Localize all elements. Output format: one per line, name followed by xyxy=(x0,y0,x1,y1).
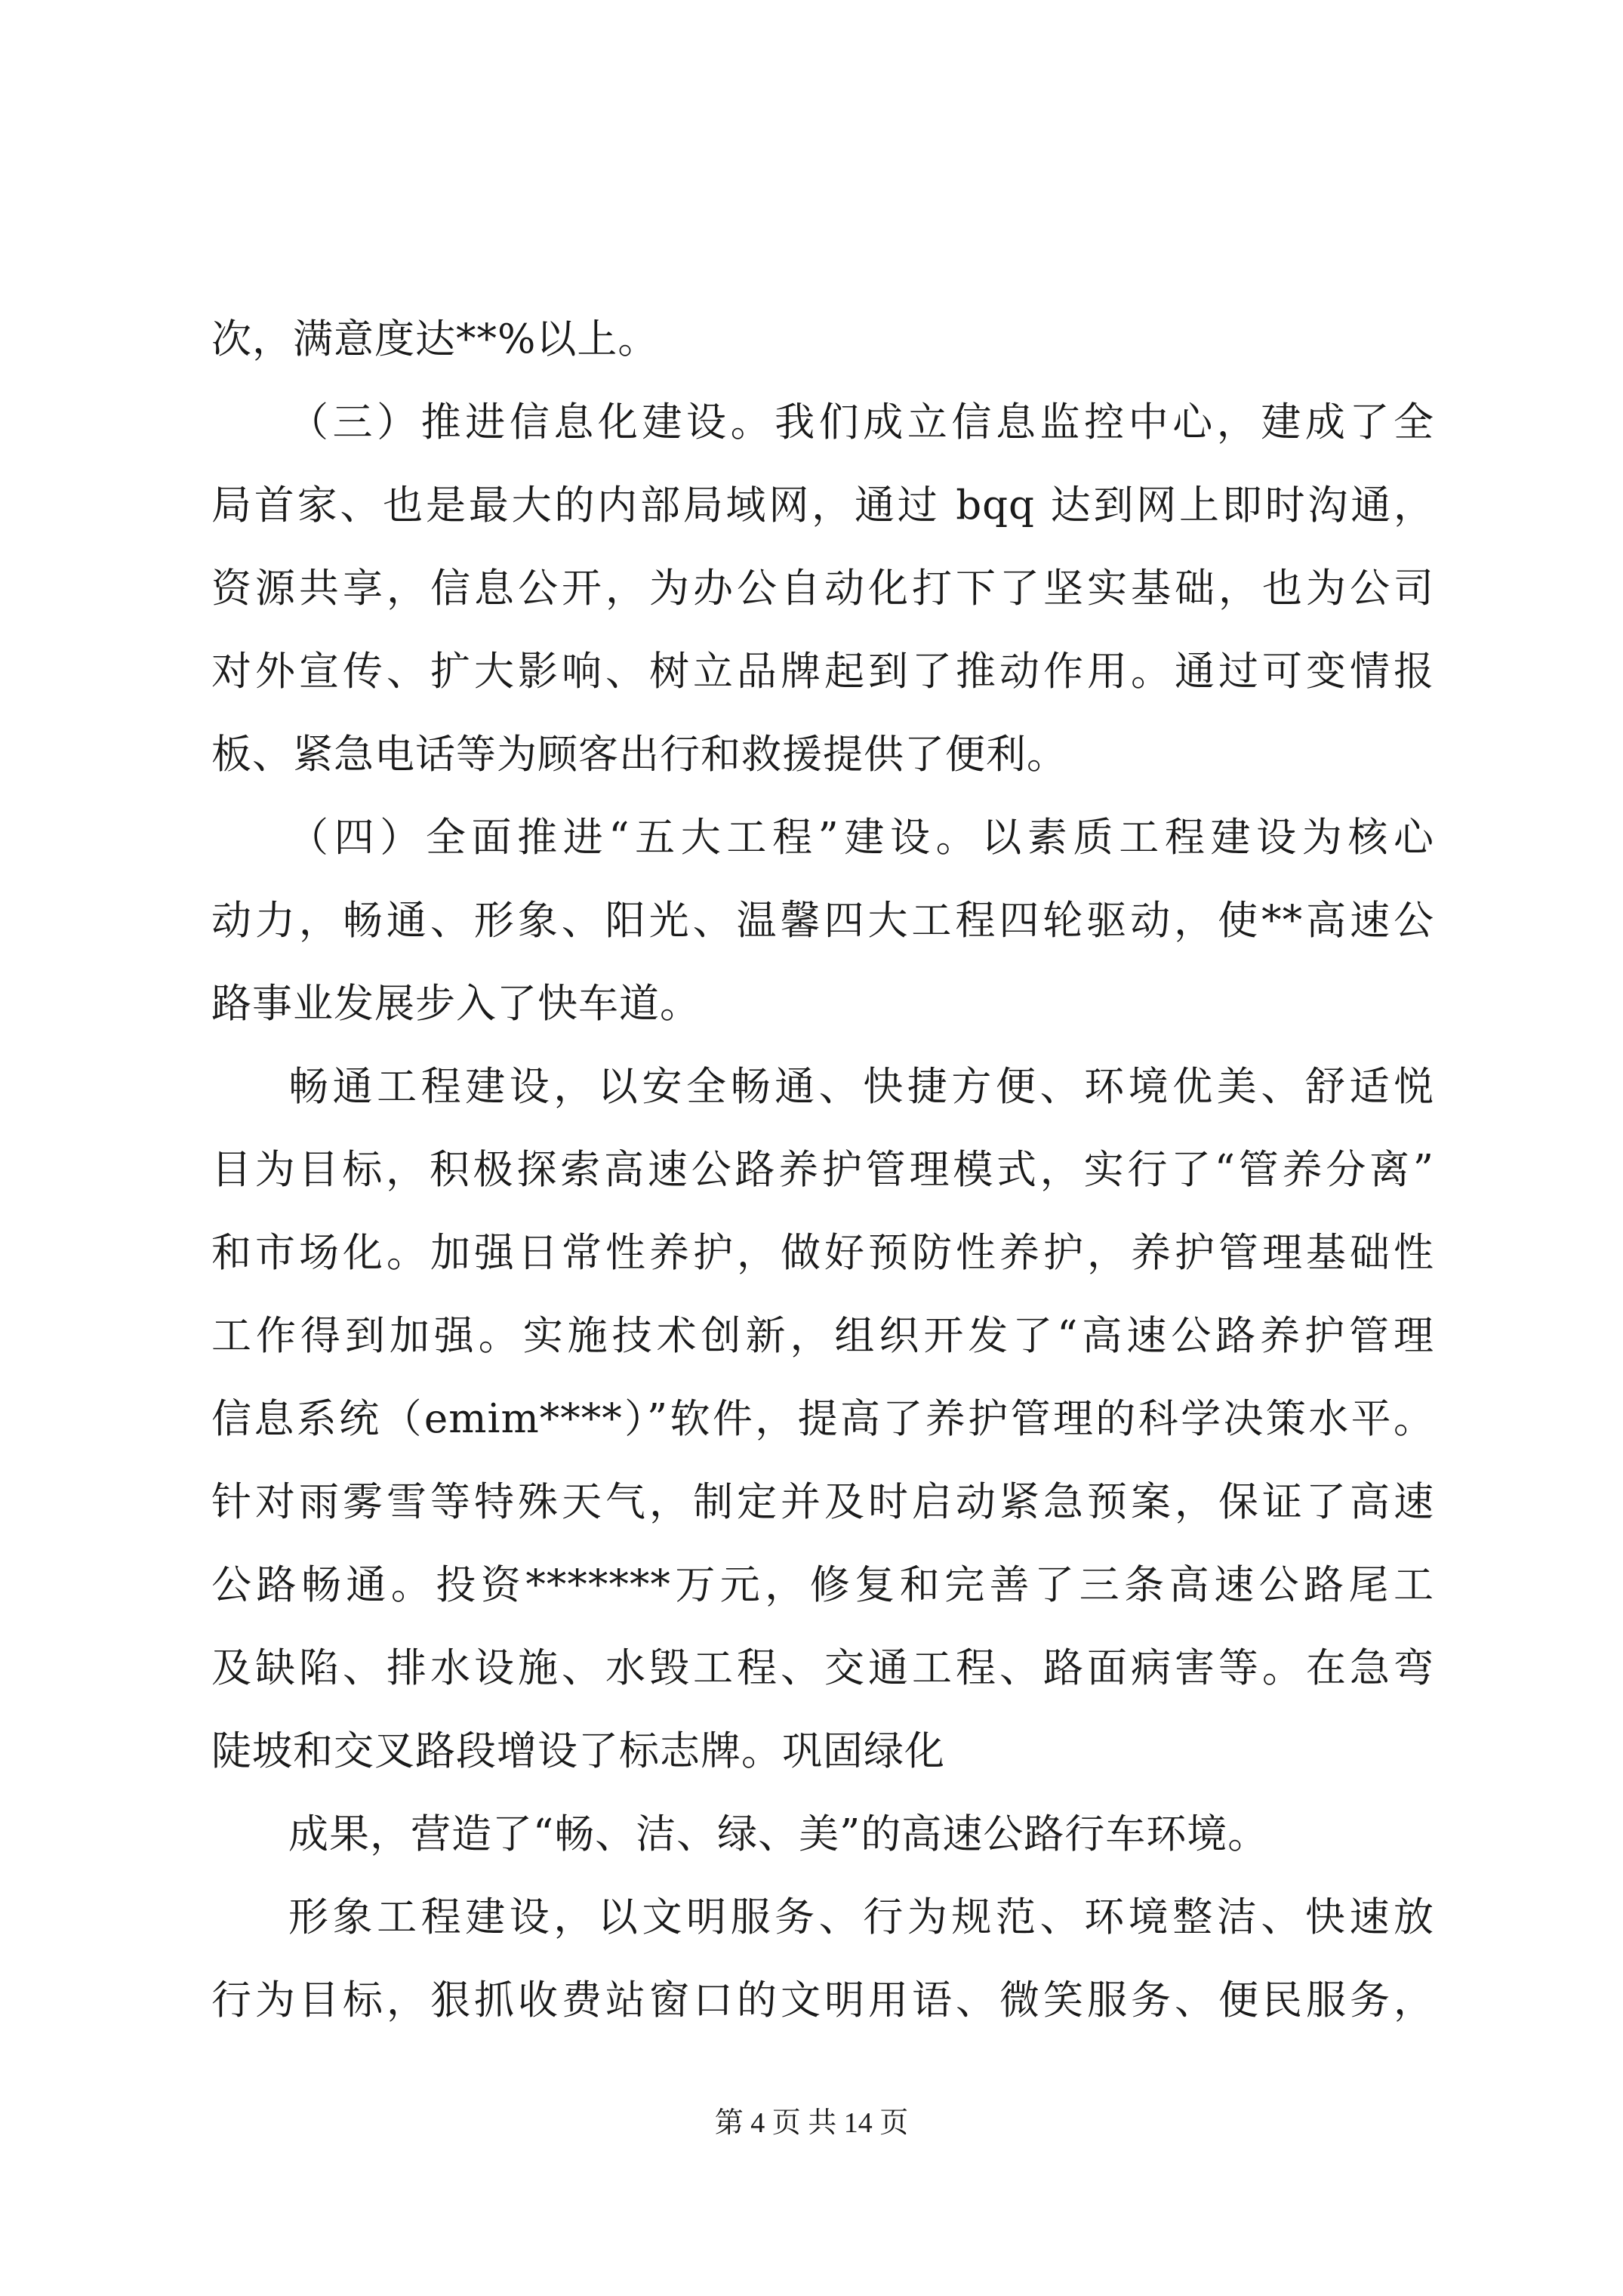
text-line: 对外宣传、扩大影响、树立品牌起到了推动作用。通过可变情报 xyxy=(211,649,1434,695)
text-line: 路事业发展步入了快车道。 xyxy=(211,981,701,1027)
text-line: 畅通工程建设，以安全畅通、快捷方便、环境优美、舒适悦 xyxy=(288,1064,1434,1110)
text-line: 陡坡和交叉路段增设了标志牌。巩固绿化 xyxy=(211,1728,945,1774)
text-line: 工作得到加强。实施技术创新，组织开发了“高速公路养护管理 xyxy=(211,1313,1434,1359)
text-line: 形象工程建设，以文明服务、行为规范、环境整洁、快速放 xyxy=(288,1894,1434,1940)
text-line: 信息系统（emim****）”软件，提高了养护管理的科学决策水平。 xyxy=(211,1396,1434,1442)
text-line: 动力，畅通、形象、阳光、温馨四大工程四轮驱动，使**高速公 xyxy=(211,898,1434,944)
body-text xyxy=(211,298,1434,2042)
text-line: 及缺陷、排水设施、水毁工程、交通工程、路面病害等。在急弯 xyxy=(211,1645,1434,1691)
text-line: 局首家、也是最大的内部局域网，通过 bqq 达到网上即时沟通， xyxy=(211,482,1434,529)
text-line: （四）全面推进“五大工程”建设。以素质工程建设为核心 xyxy=(288,815,1434,861)
text-line: 针对雨雾雪等特殊天气，制定并及时启动紧急预案，保证了高速 xyxy=(211,1479,1434,1525)
text-line: 目为目标，积极探索高速公路养护管理模式，实行了“管养分离” xyxy=(211,1147,1434,1193)
text-line: （三）推进信息化建设。我们成立信息监控中心，建成了全 xyxy=(288,399,1434,445)
text-line: 资源共享，信息公开，为办公自动化打下了坚实基础，也为公司 xyxy=(211,566,1434,612)
text-line: 公路畅通。投资*******万元，修复和完善了三条高速公路尾工 xyxy=(211,1562,1434,1608)
text-line: 成果，营造了“畅、洁、绿、美”的高速公路行车环境。 xyxy=(288,1811,1269,1857)
text-line: 次，满意度达**%以上。 xyxy=(211,316,659,362)
page-footer: 第 4 页 共 14 页 xyxy=(714,2107,909,2139)
text-line: 板、紧急电话等为顾客出行和救援提供了便利。 xyxy=(211,732,1067,778)
text-line: 和市场化。加强日常性养护，做好预防性养护，养护管理基础性 xyxy=(211,1230,1434,1276)
text-line: 行为目标，狠抓收费站窗口的文明用语、微笑服务、便民服务， xyxy=(211,1977,1434,2023)
